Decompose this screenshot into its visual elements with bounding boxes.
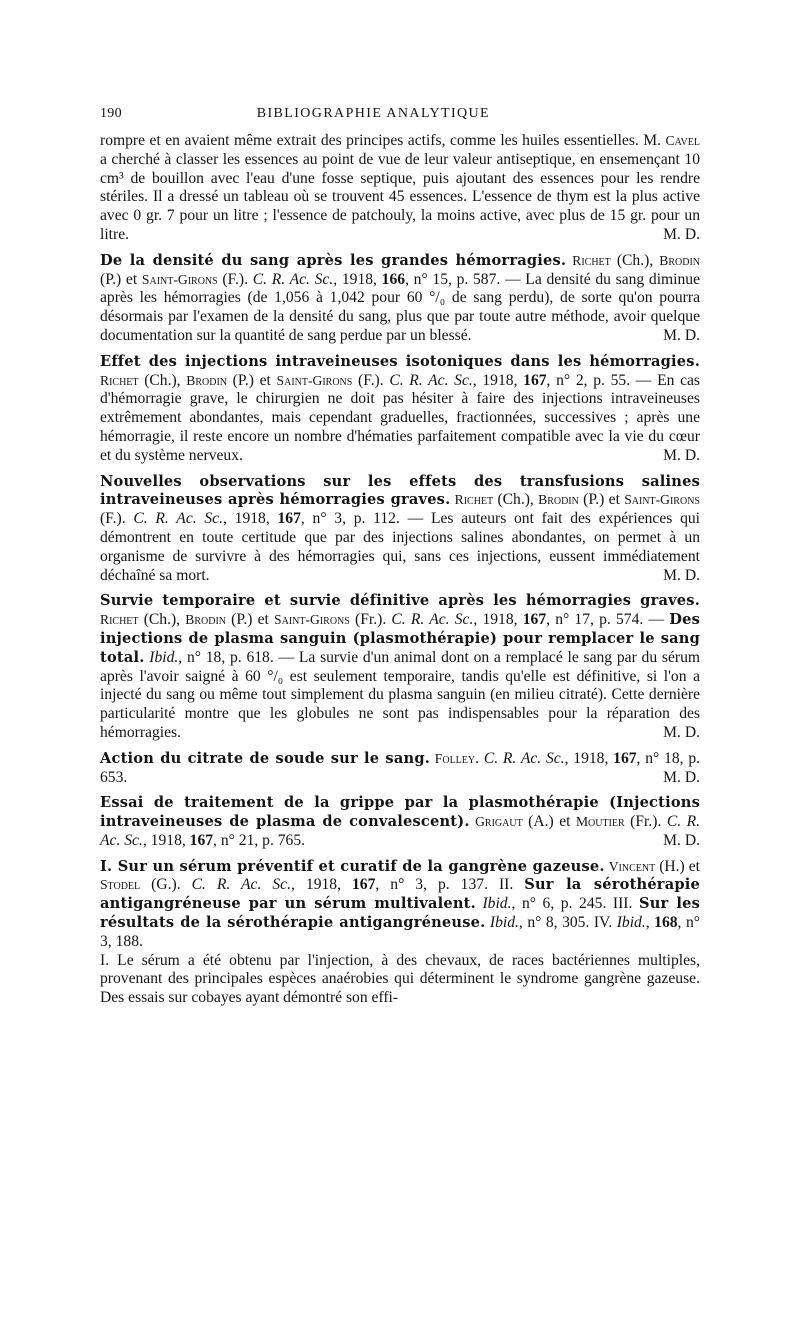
entry-body: — La densité du sang diminue après les hémorragies (de 1,056 à 1,042 pour 60 °/₀ de sang perdu), de sorte qu'on pourra désormais par l'examen de la densité du sang, plus que par toute autre méthode, avoir quelque documentation sur la quantité de sang perdue par un blessé. (100, 270, 701, 344)
entry-title: Sur la sérothérapie antigangréneuse par un sérum multivalent. (100, 876, 700, 913)
entry-3: Nouvelles observations sur les effets des transfusions salines intraveineuses après hémorragies graves. Richet (Ch.), Brodin (P.) et Saint-Girons (F.). C. R. Ac. Sc., 1918, 167, n° 3, p. 112. — Les auteurs ont fait des expériences qui démontrent en toute certitude que par des injections salines abondantes, on permet à un organisme de survivre à des hémorragies qui, sans ces injections, eussent immédiatement déchaîné sa mort. M. D. (100, 472, 700, 584)
entry-body: — Les auteurs ont fait des expériences qui démontrent en toute certitude que par des injections salines abondantes, on permet à un organisme de survivre à des hémorragies qui, sans ces injections, eussent immédiatement déchaîné sa mort. (100, 510, 700, 584)
entry-title: Nouvelles observations sur les effets des transfusions salines intraveineuses après hémorragies graves. (100, 472, 700, 509)
page (100, 106, 700, 1008)
entry-title: Essai de traitement de la grippe par la plasmothérapie (Injections intraveineuses de plasma de convalescent). (100, 794, 700, 831)
entry-body: — La survie d'un animal dont on a remplacé le sang par du sérum après l'avoir saigné à 60 °/₀ est seulement temporaire, tandis qu'elle est définitive, si l'on a injecté du sang ou même tout simplement du plasma sanguin (en milieu citraté). Cette dernière particularité montre que les globules ne sont pas indispensables pour la réparation des hémorragies. (100, 648, 700, 741)
intro-paragraph: rompre et en avaient même extrait des principes actifs, comme les huiles essentielles. M. Cavel a cherché à classer les essences au point de vue de leur valeur antiseptique, en ensemençant 10 cm³ de bouillon avec l'eau d'une fosse septique, puis ajoutant des essences pour les rendre stériles. Il a dressé un tableau où se trouvent 45 essences. L'essence de thym est la plus active avec 0 gr. 7 pour un litre ; l'essence de patchouly, la moins active, avec plus de 15 gr. pour un litre. M. D. (100, 132, 700, 243)
entry-title: Survie temporaire et survie définitive après les hémorragies graves. (100, 592, 700, 610)
signature: M. D. (663, 768, 700, 786)
entry-1: De la densité du sang après les grandes hémorragies. Richet (Ch.), Brodin (P.) et Saint-Girons (F.). C. R. Ac. Sc., 1918, 166, n° 15, p. 587. — La densité du sang diminue après les hémorragies (de 1,056 à 1,042 pour 60 °/₀ de sang perdu), de sorte qu'on pourra désormais par l'examen de la densité du sang, plus que par toute autre méthode, avoir quelque documentation sur la quantité de sang perdue par un blessé. M. D. (100, 251, 701, 344)
signature: M. D. (663, 225, 700, 243)
entry-5: Action du citrate de soude sur le sang. Folley. C. R. Ac. Sc., 1918, 167, n° 18, p. 653. M. D. (100, 749, 701, 786)
entry-title: Sur les résultats de la sérothérapie antigangréneuse. (100, 895, 700, 932)
entry-4: Survie temporaire et survie définitive après les hémorragies graves. Richet (Ch.), Brodin (P.) et Saint-Girons (Fr.). C. R. Ac. Sc., 1918, 167, n° 17, p. 574. — Des injections de plasma sanguin (plasmothérapie) pour remplacer le sang total. Ibid., n° 18, p. 618. — La survie d'un animal dont on a remplacé le sang par du sérum après l'avoir saigné à 60 °/₀ est seulement temporaire, tandis qu'elle est définitive, si l'on a injecté du sang ou même tout simplement du plasma sanguin (en milieu citraté). Cette dernière particularité montre que les globules ne sont pas indispensables pour la réparation des hémorragies. M. D. (100, 592, 700, 741)
entry-body: I. Le sérum a été obtenu par l'injection, à des chevaux, de races bactériennes multiples, provenant des principales espèces anaérobies qui déterminent le syndrome gangrène gazeuse. Des essais sur cobayes ayant démontré son effi- (100, 951, 700, 1007)
signature: M. D. (663, 723, 700, 741)
running-title: BIBLIOGRAPHIE ANALYTIQUE (256, 106, 490, 121)
entry-7: I. Sur un sérum préventif et curatif de la gangrène gazeuse. Vincent (H.) et Stodel (G.). C. R. Ac. Sc., 1918, 167, n° 3, p. 137. II. Sur la sérothérapie antigangréneuse par un sérum multivalent. Ibid., n° 6, p. 245. III. Sur les résultats de la sérothérapie antigangréneuse. Ibid., n° 8, 305. IV. Ibid., 168, n° 3, 188. I. Le sérum a été obtenu par l'injection, à des chevaux, de races bactériennes multiples, provenant des principales espèces anaérobies qui déterminent le syndrome gangrène gazeuse. Des essais sur cobayes ayant démontré son effi- (100, 857, 700, 1007)
page-number: 190 (100, 106, 122, 121)
entry-title: I. Sur un sérum préventif et curatif de la gangrène gazeuse. (100, 857, 605, 875)
entry-title: Des injections de plasma sanguin (plasmothérapie) pour remplacer le sang total. (100, 611, 700, 666)
entry-title: Effet des injections intraveineuses isotoniques dans les hémorragies. (100, 352, 700, 370)
running-head (100, 106, 700, 132)
signature: M. D. (663, 566, 700, 584)
entry-title: De la densité du sang après les grandes hémorragies. (100, 251, 567, 269)
signature: M. D. (663, 831, 700, 849)
entry-body: — En cas d'hémorragie grave, le chirurgien ne doit pas hésiter à faire des injections intraveineuses extrêmement abondantes, mais cependant graduelles, fractionnées, successives ; après une hémorragie, il reste encore un nombre d'hématies parfaitement compatible avec la vie du cœur et du système nerveux. (100, 371, 700, 464)
signature: M. D. (663, 446, 700, 464)
entry-6: Essai de traitement de la grippe par la plasmothérapie (Injections intraveineuses de plasma de convalescent). Grigaut (A.) et Moutier (Fr.). C. R. Ac. Sc., 1918, 167, n° 21, p. 765. M. D. (100, 794, 701, 849)
signature: M. D. (663, 326, 700, 344)
entry-2: Effet des injections intraveineuses isotoniques dans les hémorragies. Richet (Ch.), Brodin (P.) et Saint-Girons (F.). C. R. Ac. Sc., 1918, 167, n° 2, p. 55. — En cas d'hémorragie grave, le chirurgien ne doit pas hésiter à faire des injections intraveineuses extrêmement abondantes, mais cependant graduelles, fractionnées, successives ; après une hémorragie, il reste encore un nombre d'hématies parfaitement compatible avec la vie du cœur et du système nerveux. M. D. (100, 352, 700, 464)
entry-title: Action du citrate de soude sur le sang. (100, 749, 430, 767)
author-name: Cavel (665, 133, 700, 148)
